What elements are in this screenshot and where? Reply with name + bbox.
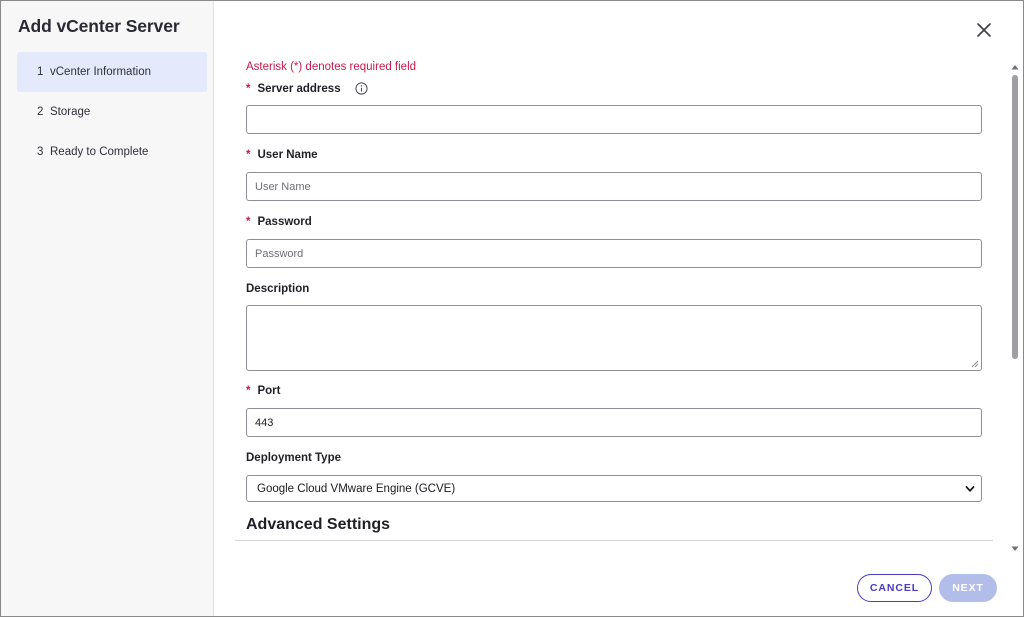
step-label: Ready to Complete [50, 146, 149, 158]
wizard-step-vcenter-information[interactable] [17, 52, 207, 92]
step-label: Storage [50, 106, 91, 118]
description-label-text: Description [246, 283, 310, 295]
required-field-note: Asterisk (*) denotes required field [246, 61, 417, 73]
deployment-type-label [246, 452, 341, 464]
user-name-input[interactable] [246, 172, 982, 201]
step-number: 1 [37, 66, 44, 78]
step-number: 3 [37, 146, 44, 158]
step-number: 2 [37, 106, 44, 118]
wizard-title: Add vCenter Server [18, 16, 180, 36]
required-asterisk: * [246, 216, 251, 228]
cancel-button[interactable]: CANCEL [857, 574, 932, 602]
deployment-type-select[interactable] [246, 475, 982, 502]
next-button[interactable]: NEXT [939, 574, 997, 602]
user-name-label [246, 149, 318, 161]
required-asterisk: * [246, 82, 251, 95]
password-input[interactable] [246, 239, 982, 268]
deployment-type-selected: Google Cloud VMware Engine (GCVE) [257, 482, 456, 495]
close-button[interactable] [973, 19, 995, 41]
server-address-label-text: Server address [257, 82, 341, 95]
deployment-type-label-text: Deployment Type [246, 452, 341, 464]
resize-grip-icon[interactable] [971, 360, 979, 368]
info-icon[interactable] [355, 82, 368, 95]
close-icon [973, 19, 995, 41]
description-label [246, 283, 309, 295]
password-label [246, 216, 312, 228]
required-asterisk: * [246, 385, 251, 397]
scrollbar-thumb[interactable] [1012, 75, 1018, 359]
password-label-text: Password [257, 216, 312, 228]
user-name-label-text: User Name [257, 149, 318, 161]
port-label [246, 385, 280, 397]
wizard-sidebar [1, 1, 214, 616]
wizard-step-ready-to-complete[interactable] [17, 132, 207, 172]
wizard-steps [17, 52, 207, 172]
port-label-text: Port [257, 385, 281, 397]
advanced-settings-divider [235, 540, 993, 541]
advanced-settings-heading: Advanced Settings [246, 516, 391, 533]
description-textarea[interactable] [246, 305, 982, 371]
scroll-down-arrow-icon[interactable] [1011, 546, 1019, 552]
step-label: vCenter Information [50, 66, 151, 78]
wizard-step-storage[interactable] [17, 92, 207, 132]
server-address-label [246, 82, 368, 95]
form-scrollbar[interactable] [1009, 61, 1021, 551]
required-asterisk: * [246, 149, 251, 161]
port-input[interactable] [246, 408, 982, 437]
server-address-input[interactable] [246, 105, 982, 134]
scroll-up-arrow-icon[interactable] [1011, 64, 1019, 70]
chevron-down-icon [965, 485, 975, 493]
